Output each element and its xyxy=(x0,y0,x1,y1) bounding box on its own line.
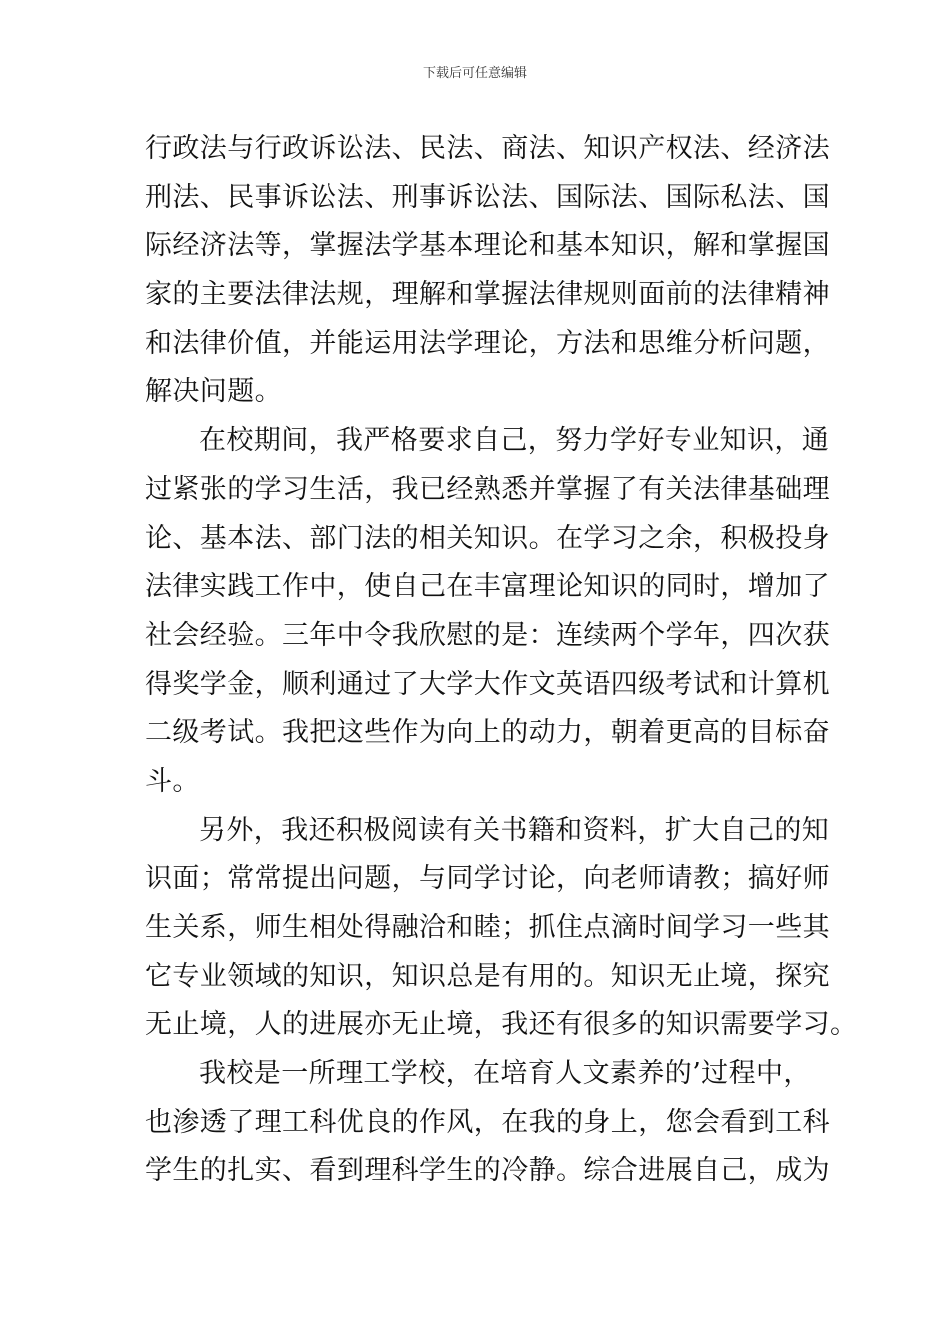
paragraph-line: 识面；常常提出问题，与同学讨论，向老师请教；搞好师 xyxy=(145,863,830,895)
paragraph-line: 解决问题。 xyxy=(145,376,282,408)
paragraph-1 xyxy=(145,125,830,417)
paragraph-line: 斗。 xyxy=(145,765,200,797)
paragraph-line: 家的主要法律法规，理解和掌握法律规则面前的法律精神 xyxy=(145,279,830,311)
paragraph-line: 另外，我还积极阅读有关书籍和资料，扩大自己的知 xyxy=(199,814,830,846)
paragraph-line: 无止境，人的进展亦无止境，我还有很多的知识需要学习。 xyxy=(145,1009,858,1041)
paragraph-3 xyxy=(145,807,858,1050)
paragraph-line: 二级考试。我把这些作为向上的动力，朝着更高的目标奋 xyxy=(145,717,830,749)
paragraph-line: 刑法、民事诉讼法、刑事诉讼法、国际法、国际私法、国 xyxy=(145,181,830,213)
paragraph-line: 法律实践工作中，使自己在丰富理论知识的同时，增加了 xyxy=(145,571,830,603)
paragraph-line: 和法律价值，并能运用法学理论，方法和思维分析问题， xyxy=(145,327,830,359)
paragraph-line: 也渗透了理工科优良的作风，在我的身上，您会看到工科 xyxy=(145,1106,830,1138)
paragraph-line: 我校是一所理工学校，在培育人文素养的’过程中， xyxy=(199,1058,811,1090)
paragraph-line: 它专业领域的知识，知识总是有用的。知识无止境，探究 xyxy=(145,960,830,992)
document-body xyxy=(145,125,858,1196)
paragraph-line: 社会经验。三年中令我欣慰的是：连续两个学年，四次获 xyxy=(145,619,830,651)
paragraph-line: 际经济法等，掌握法学基本理论和基本知识，解和掌握国 xyxy=(145,230,830,262)
paragraph-line: 学生的扎实、看到理科学生的冷静。综合进展自己，成为 xyxy=(145,1155,830,1187)
paragraph-line: 行政法与行政诉讼法、民法、商法、知识产权法、经济法 xyxy=(145,133,830,164)
paragraph-2 xyxy=(145,417,830,807)
paragraph-4 xyxy=(145,1050,830,1196)
paragraph-line: 得奖学金，顺利通过了大学大作文英语四级考试和计算机 xyxy=(145,668,830,700)
page-header: 下载后可任意编辑 xyxy=(422,66,527,81)
paragraph-line: 生关系，师生相处得融洽和睦；抓住点滴时间学习一些其 xyxy=(145,912,830,943)
paragraph-line: 在校期间，我严格要求自己，努力学好专业知识，通 xyxy=(199,425,830,457)
paragraph-line: 过紧张的学习生活，我已经熟悉并掌握了有关法律基础理 xyxy=(145,473,830,505)
paragraph-line: 论、基本法、部门法的相关知识。在学习之余，积极投身 xyxy=(145,522,830,554)
